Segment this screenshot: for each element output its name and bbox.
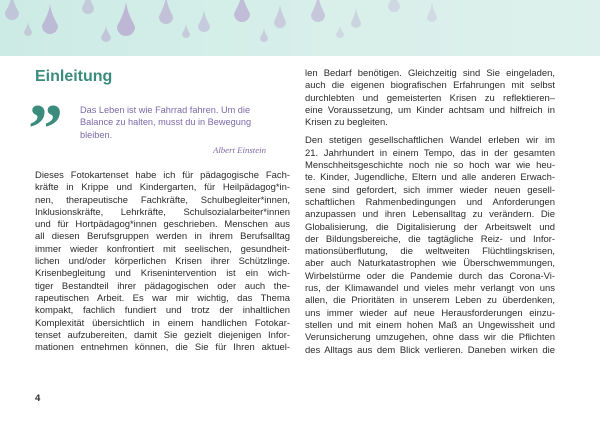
- text-line: Dieses Fotokartenset habe ich für pädagogische Fach-: [35, 170, 290, 181]
- text-line: tiger Bestandteil ihrer pädagogischen oder auch the-: [35, 280, 290, 292]
- raindrop-icon: [427, 2, 437, 22]
- text-line: allen, die Prioritäten in unserem Leben zu überdenken,: [305, 295, 555, 307]
- text-line: Komplexität übersichtlich in einem handlichen Fotokar-: [35, 317, 290, 329]
- text-line: sene sind gefordert, sich immer wieder neuen gesell-: [305, 184, 555, 196]
- raindrop-icon: [182, 24, 190, 38]
- raindrop-icon: [336, 26, 344, 38]
- text-line: Menschheitsgeschichte noch nie so hoch war wie heu-: [305, 160, 555, 172]
- raindrop-icon: [260, 28, 268, 42]
- paragraph: [305, 135, 555, 356]
- raindrop-icon: [311, 0, 325, 22]
- text-line: Krisenbegleitung und Krisenintervention ist ein wich-: [35, 268, 290, 280]
- text-line: Verunsicherung umzugehen, ohne dass wir die Pflichten: [305, 332, 555, 344]
- text-line: Den stetigen gesellschaftlichen Wandel erleben wir im: [305, 135, 555, 147]
- text-line: der Bildungsbereiche, die tagtägliche Reiz- und Infor-: [305, 233, 555, 245]
- raindrop-icon: [198, 10, 210, 32]
- text-line: nen, therapeutische Fachkräfte, Schulbegleiter*innen,: [35, 194, 290, 206]
- text-line: Wirbelstürme oder die Pandemie durch das Corona-Vi-: [305, 270, 555, 282]
- raindrop-icon: [101, 26, 111, 42]
- text-line: stellen und mit einem hohen Maß an Ungewissheit und: [305, 319, 555, 331]
- text-line: Globalisierung, die Digitalisierung der Arbeitswelt und: [305, 221, 555, 233]
- paragraph-continuation: [305, 68, 555, 129]
- left-column-text: [35, 170, 290, 354]
- raindrop-icon: [159, 0, 173, 24]
- raindrop-icon: [5, 0, 19, 20]
- raindrop-pattern: [0, 0, 600, 56]
- raindrop-icon: [42, 4, 58, 34]
- text-line: all diesen Berufsgruppen werden in ihrem Berufsalltag: [35, 231, 290, 243]
- text-line: mationsüberflutung, die weltweiten Flüchtlingskrisen,: [305, 246, 555, 258]
- raindrop-icon: [82, 0, 94, 14]
- section-heading: Einleitung: [35, 68, 113, 85]
- right-column-text: [305, 68, 555, 357]
- raindrop-icon: [274, 4, 286, 28]
- text-line: rapeutischen Arbeit. Es war mir wichtig, das Thema: [35, 292, 290, 304]
- raindrop-icon: [388, 0, 400, 12]
- text-line: uns immer wieder auf neue Herausforderungen einzu-: [305, 307, 555, 319]
- quote-mark-icon: ”: [28, 91, 63, 168]
- text-line: te. Kinder, Jugendliche, Eltern und alle anderen Erwach-: [305, 172, 555, 184]
- text-line: immer wieder konfrontiert mit seelischen, gesundheit-: [35, 243, 290, 255]
- text-line: des Alltags aus dem Blick verlieren. Daneben wirken die: [305, 344, 555, 356]
- text-line: und für Hortpädagog*innen geschrieben. Menschen aus: [35, 219, 290, 231]
- text-line: kompakt, fachlich fundiert und trotz der inhaltlichen: [35, 305, 290, 317]
- text-line: eine Voraussetzung, um Kinder achtsam und hilfreich in: [305, 104, 555, 116]
- text-line: len Bedarf benötigen. Gleichzeitig sind Sie eingeladen,: [305, 68, 555, 79]
- raindrop-icon: [351, 8, 361, 28]
- raindrop-icon: [234, 0, 250, 22]
- quote-author: Albert Einstein: [212, 145, 266, 155]
- text-line: rus, der Klimawandel und vieles mehr verlangt von uns: [305, 283, 555, 295]
- raindrop-icon: [24, 22, 32, 36]
- text-line: anzupassen und ihren Lebensalltag zu verändern. Die: [305, 209, 555, 221]
- page-number: 4: [35, 393, 41, 404]
- text-line: tenset aufzubereiten, damit Sie gezielt diejenigen Infor-: [35, 329, 290, 341]
- text-line: schaftlichen Rahmenbedingungen und Anforderungen: [305, 196, 555, 208]
- text-line: aber auch Naturkatastrophen wie Überschwemmungen,: [305, 258, 555, 270]
- text-line: kräfte in Krippe und Kindergarten, für Heilpädagog*in-: [35, 182, 290, 194]
- text-line: Inklusionskräfte, Lehrkräfte, Schulsozialarbeiter*innen: [35, 206, 290, 218]
- quote-text: Das Leben ist wie Fahrrad fahren. Um die Balance zu halten, musst du in Bewegung bleiben.: [80, 105, 252, 140]
- text-line: lichen und/oder körperlichen Krisen ihrer Schützlinge.: [35, 256, 290, 268]
- text-line: auch die eigenen biografischen Erfahrungen mit selbst: [305, 80, 555, 92]
- text-line: 21. Jahrhundert in einem Tempo, das in der gesamten: [305, 147, 555, 159]
- text-line: mationen entnehmen können, die Sie für Ihren aktuel-: [35, 342, 290, 354]
- header-band: [0, 0, 600, 56]
- raindrop-icon: [117, 2, 135, 36]
- text-line: durchlebten und gemeisterten Krisen zu reflektieren–: [305, 92, 555, 104]
- text-line: Krisen zu begleiten.: [305, 117, 388, 129]
